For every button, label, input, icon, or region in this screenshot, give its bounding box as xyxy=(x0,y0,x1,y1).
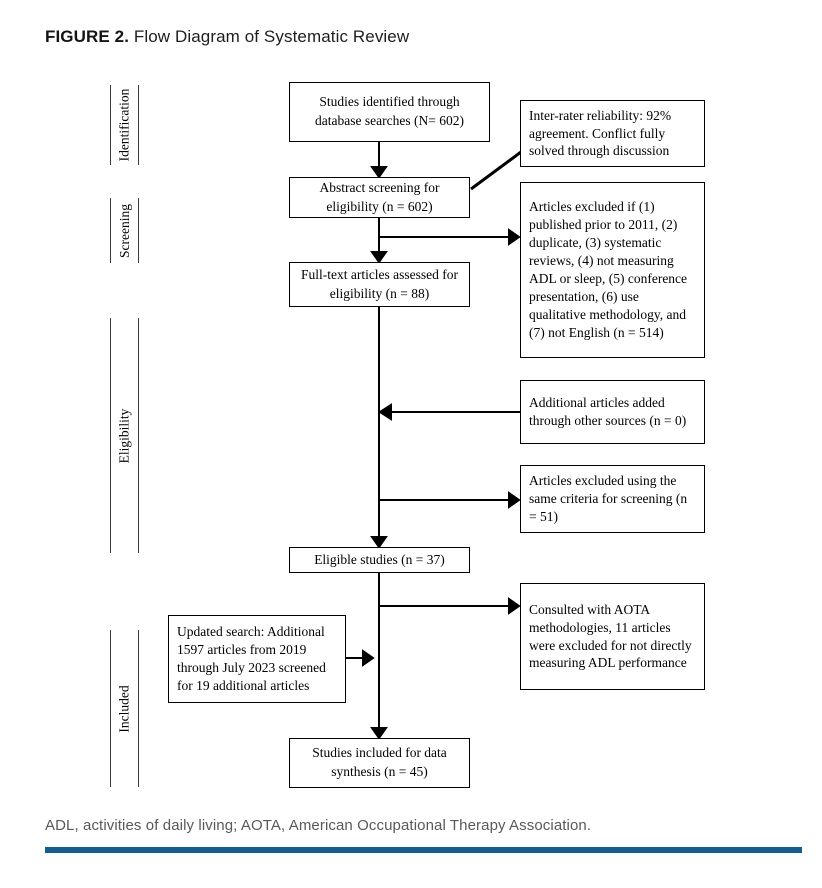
box-abstract-screening: Abstract screening for eligibility (n = 602) xyxy=(289,177,470,218)
arrowhead-down-3 xyxy=(372,537,386,547)
stage-eligibility xyxy=(110,318,139,553)
stage-screening-label: Screening xyxy=(116,203,132,258)
stage-identification xyxy=(110,85,139,165)
accent-bar xyxy=(45,847,802,853)
stage-included-label: Included xyxy=(116,684,132,733)
arrowhead-right-1 xyxy=(509,230,519,244)
box-inter-rater-note: Inter-rater reliability: 92% agreement. Conflict fully solved through discussion xyxy=(520,100,705,167)
abbreviation-footnote: ADL, activities of daily living; AOTA, American Occupational Therapy Association. xyxy=(45,817,592,834)
stage-screening xyxy=(110,198,139,263)
box-excluded-eligibility: Articles excluded using the same criteria for screening (n = 51) xyxy=(520,465,705,533)
box-excluded-screening: Articles excluded if (1) published prior to 2011, (2) duplicate, (3) systematic reviews, (4) not measuring ADL or sleep, (5) conference presentation, (6) use qualitative methodology, and (7) not English (n = 514) xyxy=(520,182,705,358)
stage-included xyxy=(110,630,139,787)
figure-title-text: Flow Diagram of Systematic Review xyxy=(129,27,410,46)
box-eligible-studies: Eligible studies (n = 37) xyxy=(289,547,470,573)
figure-number-label: FIGURE 2. xyxy=(45,27,130,46)
box-updated-search: Updated search: Additional 1597 articles from 2019 through July 2023 screened for 19 additional articles xyxy=(168,615,346,703)
stage-identification-label: Identification xyxy=(116,88,132,162)
arrowhead-right-4 xyxy=(363,651,373,665)
box-fulltext-assessed: Full-text articles assessed for eligibility (n = 88) xyxy=(289,262,470,307)
arrowhead-right-2 xyxy=(509,493,519,507)
arrowhead-down-4 xyxy=(372,728,386,738)
stage-eligibility-label: Eligibility xyxy=(116,408,132,463)
figure-title xyxy=(45,27,409,47)
arrowhead-left-1 xyxy=(380,405,391,419)
connector-abstract-interrater xyxy=(471,152,521,189)
box-studies-identified: Studies identified through database searches (N= 602) xyxy=(289,82,490,142)
arrowhead-down-1 xyxy=(372,167,386,177)
box-additional-sources: Additional articles added through other sources (n = 0) xyxy=(520,380,705,444)
arrowhead-right-3 xyxy=(509,599,519,613)
box-aota-consult: Consulted with AOTA methodologies, 11 articles were excluded for not directly measuring ADL performance xyxy=(520,583,705,690)
box-studies-included: Studies included for data synthesis (n = 45) xyxy=(289,738,470,788)
arrowhead-down-2 xyxy=(372,252,386,262)
